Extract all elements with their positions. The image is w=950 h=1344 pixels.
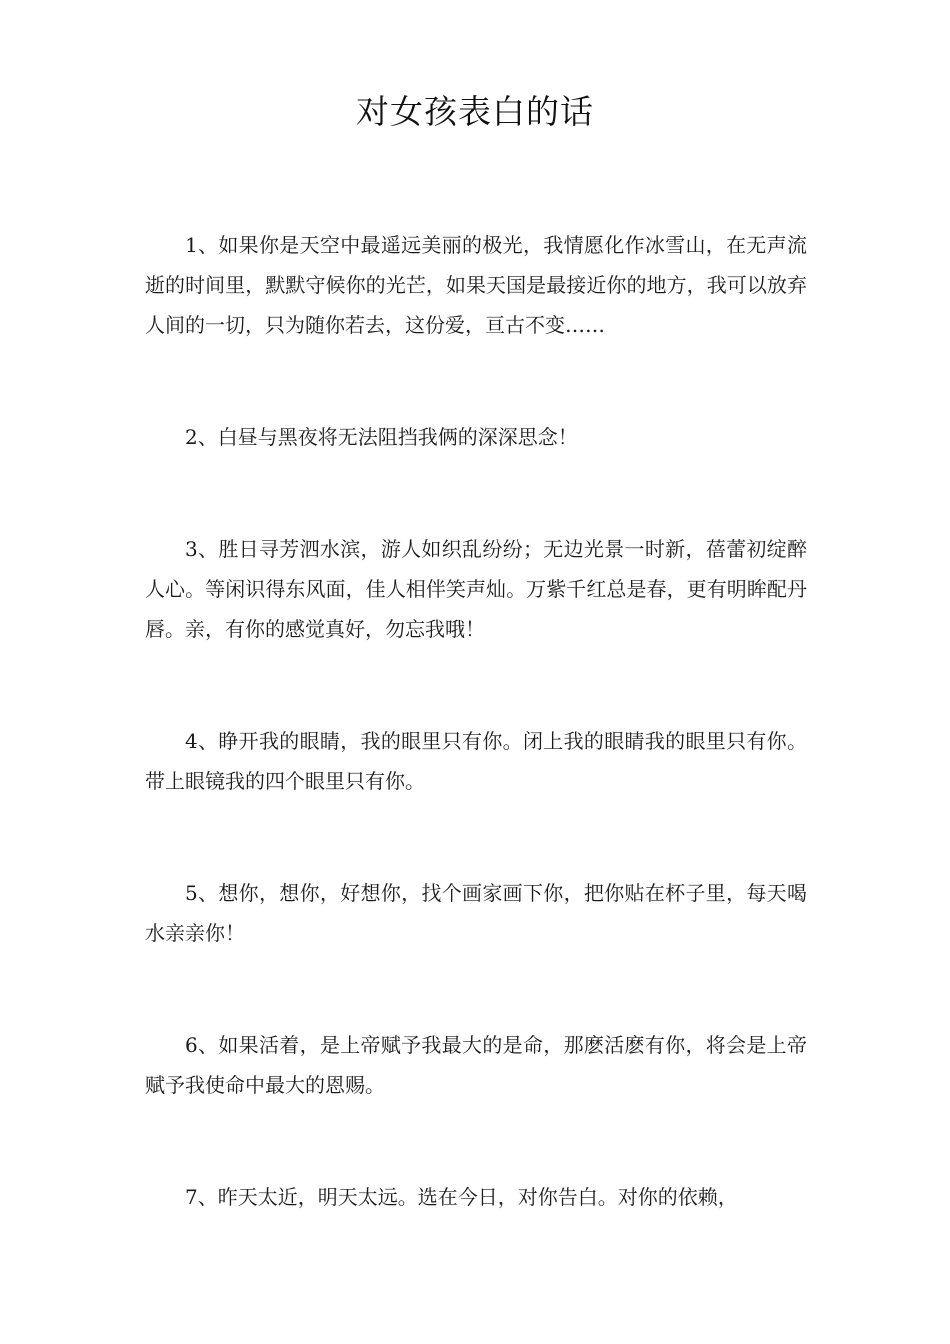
document-body [145,225,807,1289]
paragraph-3: 3、胜日寻芳泗水滨，游人如织乱纷纷；无边光景一时新，蓓蕾初绽醉人心。等闲识得东风面，佳人相伴笑声灿。万紫千红总是春，更有明眸配丹唇。亲，有你的感觉真好，勿忘我哦！ [145,537,807,641]
paragraph-4: 4、睁开我的眼睛，我的眼里只有你。闭上我的眼睛我的眼里只有你。带上眼镜我的四个眼里只有你。 [145,729,807,793]
paragraph-5: 5、想你，想你，好想你，找个画家画下你，把你贴在杯子里，每天喝水亲亲你！ [145,881,807,945]
paragraph-2: 2、白昼与黑夜将无法阻挡我俩的深深思念！ [185,425,578,449]
paragraph-6: 6、如果活着，是上帝赋予我最大的是命，那麽活麽有你，将会是上帝赋予我使命中最大的恩赐。 [145,1033,807,1097]
paragraph-7: 7、昨天太近，明天太远。选在今日，对你告白。对你的依赖， [185,1185,738,1209]
paragraph-1: 1、如果你是天空中最遥远美丽的极光，我情愿化作冰雪山，在无声流逝的时间里，默默守候你的光芒，如果天国是最接近你的地方，我可以放弃人间的一切，只为随你若去，这份爱，亘古不变…… [145,233,807,337]
document-title: 对女孩表白的话 [356,92,594,131]
